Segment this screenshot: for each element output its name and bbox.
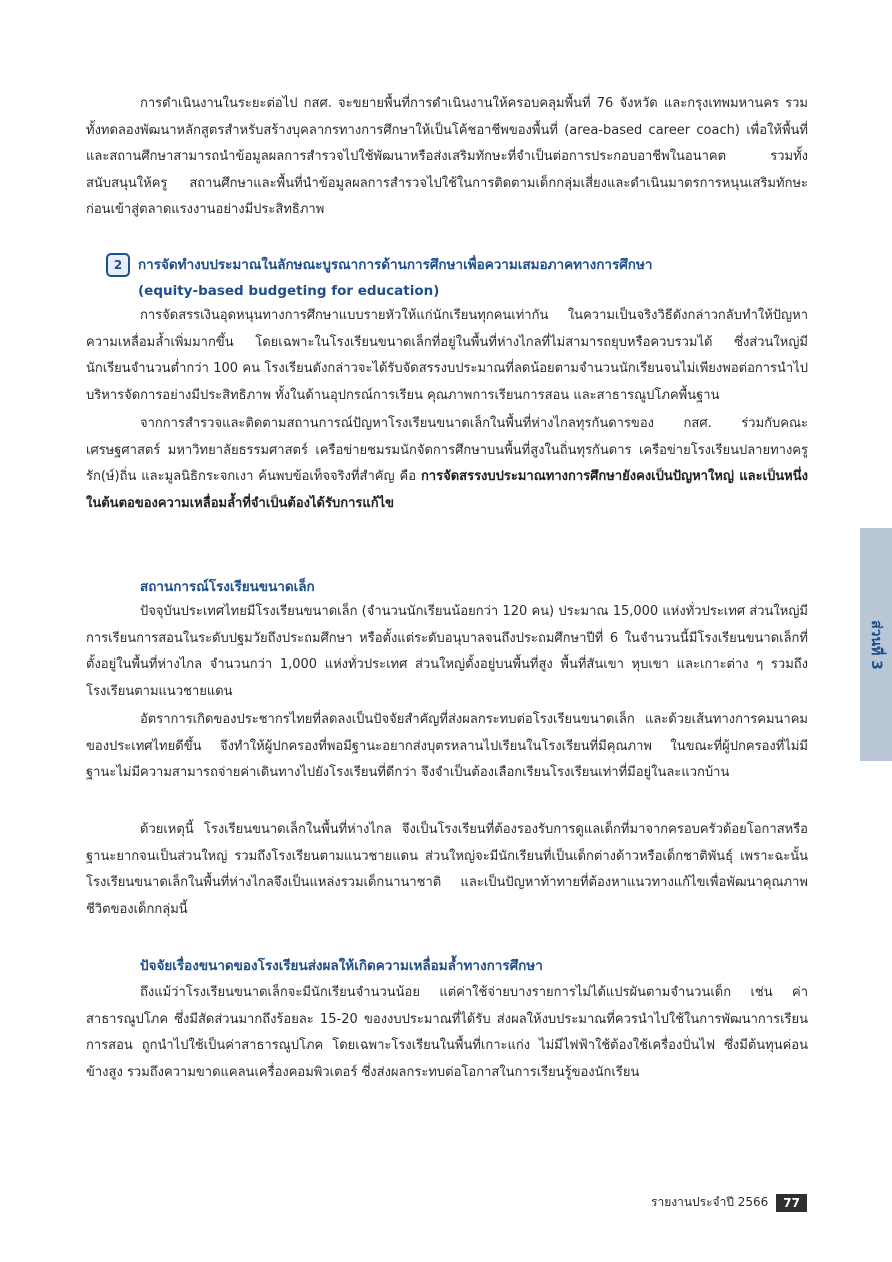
section-title: การจัดทำงบประมาณในลักษณะบูรณาการด้านการศึกษาเพื่อความเสมอภาคทางการศึกษา [138,257,653,273]
page-footer [651,1193,807,1212]
side-tab-label: ส่วนที่ 3 [868,619,884,670]
section-number-badge: 2 [106,253,130,277]
section-side-tab [860,528,892,761]
intro-paragraph: การดำเนินงานในระยะต่อไป กสศ. จะขยายพื้นที่การดำเนินงานให้ครอบคลุมพื้นที่ 76 จังหวัด และกรุงเทพมหานคร รวมทั้งทดลองพัฒนาหลักสูตรสำหรับสร้างบุคลากรทางการศึกษาให้เป็นโค้ชอาชีพของพื้นที่ (area-based career coach) เพื่อให้พื้นที่และสถานศึกษาสามารถนำข้อมูลผลการสำรวจไปใช้พัฒนาหรือส่งเสริมทักษะที่จำเป็นต่อการประกอบอาชีพในอนาคต รวมทั้งสนับสนุนให้ครู สถานศึกษาและพื้นที่นำข้อมูลผลการสำรวจไปใช้ในการติดตามเด็กกลุ่มเสี่ยงและดำเนินมาตรการหนุนเสริมทักษะก่อนเข้าสู่ตลาดแรงงานอย่างมีประสิทธิภาพ [86,96,808,217]
section-heading [106,252,806,304]
paragraph-small-schools: ปัจจุบันประเทศไทยมีโรงเรียนขนาดเล็ก (จำนวนนักเรียนน้อยกว่า 120 คน) ประมาณ 15,000 แห่งทั่วประเทศ ส่วนใหญ่มีการเรียนการสอนในระดับปฐมวัยถึงประถมศึกษา หรือตั้งแต่ระดับอนุบาลจนถึงประถมศึกษาปีที่ 6 ในจำนวนนี้มีโรงเรียนขนาดเล็กที่ตั้งอยู่ในพื้นที่ห่างไกล จำนวนกว่า 1,000 แห่งทั่วประเทศ ส่วนใหญ่ตั้งอยู่บนพื้นที่สูง พื้นที่สันเขา หุบเขา และเกาะต่าง ๆ รวมถึงโรงเรียนตามแนวชายแดน [86,604,808,699]
paragraph-remote-schools: ด้วยเหตุนี้ โรงเรียนขนาดเล็กในพื้นที่ห่างไกล จึงเป็นโรงเรียนที่ต้องรองรับการดูแลเด็กที่มาจากครอบครัวด้อยโอกาสหรือฐานะยากจนเป็นส่วนใหญ่ รวมถึงโรงเรียนตามแนวชายแดน ส่วนใหญ่จะมีนักเรียนที่เป็นเด็กต่างด้าวหรือเด็กชาติพันธุ์ เพราะฉะนั้นโรงเรียนขนาดเล็กในพื้นที่ห่างไกลจึงเป็นแหล่งรวมเด็กนานาชาติ และเป็นปัญหาท้าทายที่ต้องหาแนวทางแก้ไขเพื่อพัฒนาคุณภาพชีวิตของเด็กกลุ่มนี้ [86,822,808,917]
subheading-small-schools: สถานการณ์โรงเรียนขนาดเล็ก [140,579,315,595]
footer-report-title: รายงานประจำปี 2566 [651,1195,769,1209]
subheading-school-size: ปัจจัยเรื่องขนาดของโรงเรียนส่งผลให้เกิดความเหลื่อมล้ำทางการศึกษา [140,958,543,974]
page-number: 77 [776,1194,807,1212]
paragraph-school-size: ถึงแม้ว่าโรงเรียนขนาดเล็กจะมีนักเรียนจำนวนน้อย แต่ค่าใช้จ่ายบางรายการไม่ได้แปรผันตามจำนวนเด็ก เช่น ค่าสาธารณูปโภค ซึ่งมีสัดส่วนมากถึงร้อยละ 15-20 ของงบประมาณที่ได้รับ ส่งผลให้งบประมาณที่ควรนำไปใช้ในการพัฒนาการเรียนการสอน ถูกนำไปใช้เป็นค่าสาธารณูปโภค โดยเฉพาะโรงเรียนในพื้นที่เกาะแก่ง ไม่มีไฟฟ้าใช้ต้องใช้เครื่องปั่นไฟ ซึ่งมีต้นทุนค่อนข้างสูง รวมถึงความขาดแคลนเครื่องคอมพิวเตอร์ ซึ่งส่งผลกระทบต่อโอกาสในการเรียนรู้ของนักเรียน [86,985,808,1080]
key-finding: การจัดสรรงบประมาณทางการศึกษายังคงเป็นปัญหาใหญ่ และเป็นหนึ่งในต้นตอของความเหลื่อมล้ำที่จำเป็นต้องได้รับการแก้ไข [86,469,808,511]
paragraph-survey: จากการสำรวจและติดตามสถานการณ์ปัญหาโรงเรียนขนาดเล็กในพื้นที่ห่างไกลทุรกันดารของ กสศ. ร่วมกับคณะเศรษฐศาสตร์ มหาวิทยาลัยธรรมศาสตร์ เครือข่ายชมรมนักจัดการศึกษาบนพื้นที่สูงในถิ่นทุรกันดาร เครือข่ายโรงเรียนปลายทางครูรัก(ษ์)ถิ่น และมูลนิธิกระจกเงา ค้นพบข้อเท็จจริงที่สำคัญ คือ การจัดสรรงบประมาณทางการศึกษายังคงเป็นปัญหาใหญ่ และเป็นหนึ่งในต้นตอของความเหลื่อมล้ำที่จำเป็นต้องได้รับการแก้ไข [86,416,808,511]
paragraph-birth-rate: อัตราการเกิดของประชากรไทยที่ลดลงเป็นปัจจัยสำคัญที่ส่งผลกระทบต่อโรงเรียนขนาดเล็ก และด้วยเส้นทางการคมนาคมของประเทศไทยดีขึ้น จึงทำให้ผู้ปกครองที่พอมีฐานะอยากส่งบุตรหลานไปเรียนในโรงเรียนที่มีคุณภาพ ในขณะที่ผู้ปกครองที่ไม่มีฐานะไม่มีความสามารถจ่ายค่าเดินทางไปยังโรงเรียนที่ดีกว่า จึงจำเป็นต้องเลือกเรียนโรงเรียนเท่าที่มีอยู่ในละแวกบ้าน [86,712,808,780]
section-subtitle: (equity-based budgeting for education) [138,283,440,299]
paragraph-budget: การจัดสรรเงินอุดหนุนทางการศึกษาแบบรายหัวให้แก่นักเรียนทุกคนเท่ากัน ในความเป็นจริงวิธีดังกล่าวกลับทำให้ปัญหาความเหลื่อมล้ำเพิ่มมากขึ้น โดยเฉพาะในโรงเรียนขนาดเล็กที่อยู่ในพื้นที่ห่างไกลที่ไม่สามารถยุบหรือควบรวมได้ ซึ่งส่วนใหญ่มีนักเรียนจำนวนต่ำกว่า 100 คน โรงเรียนดังกล่าวจะได้รับจัดสรรงบประมาณที่ลดน้อยตามจำนวนนักเรียนจนไม่เพียงพอต่อการนำไปบริหารจัดการอย่างมีประสิทธิภาพ ทั้งในด้านอุปกรณ์การเรียน คุณภาพการเรียนการสอน และสาธารณูปโภคพื้นฐาน [86,308,808,403]
